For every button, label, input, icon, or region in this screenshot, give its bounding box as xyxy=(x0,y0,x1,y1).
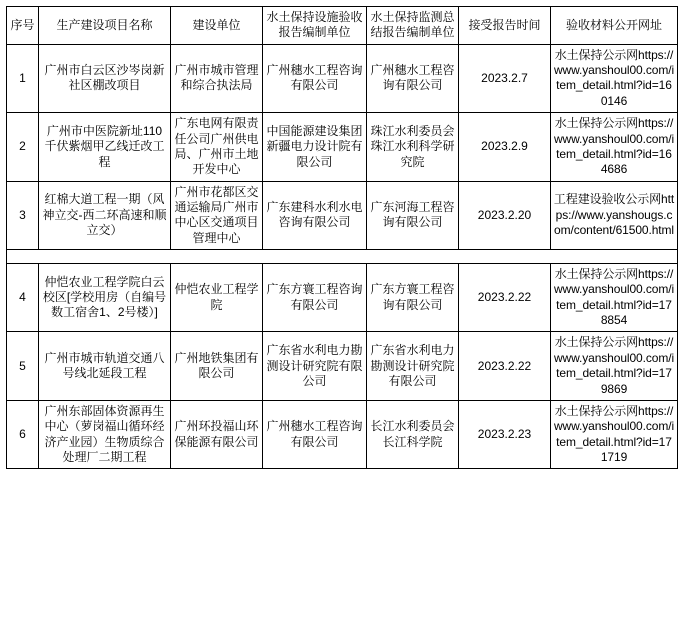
cell-public-url: 水土保持公示网https://www.yanshoul00.com/item_detail.html?id=179869 xyxy=(551,332,678,400)
cell-project-name: 广州市中医院新址110千伏紫烟甲乙线迁改工程 xyxy=(39,113,171,181)
cell-monitor-unit: 广州穗水工程咨询有限公司 xyxy=(367,44,459,112)
cell-project-name: 广州市城市轨道交通八号线北延段工程 xyxy=(39,332,171,400)
table-row xyxy=(7,113,678,181)
cell-monitor-unit: 广东省水利电力勘测设计研究院有限公司 xyxy=(367,332,459,400)
cell-acceptance-unit: 中国能源建设集团新疆电力设计院有限公司 xyxy=(263,113,367,181)
cell-project-name: 仲恺农业工程学院白云校区[学校用房（自编号数工宿舍1、2号楼）] xyxy=(39,264,171,332)
cell-build-unit: 广州环投福山环保能源有限公司 xyxy=(171,400,263,468)
column-header-acceptance-report-unit: 水土保持设施验收报告编制单位 xyxy=(263,7,367,45)
cell-public-url: 水土保持公示网https://www.yanshoul00.com/item_detail.html?id=160146 xyxy=(551,44,678,112)
cell-build-unit: 广州市城市管理和综合执法局 xyxy=(171,44,263,112)
table-row xyxy=(7,181,678,249)
column-header-receive-date: 接受报告时间 xyxy=(459,7,551,45)
cell-project-name: 广州市白云区沙岑岗新社区棚改项目 xyxy=(39,44,171,112)
table-header xyxy=(7,7,678,45)
cell-build-unit: 仲恺农业工程学院 xyxy=(171,264,263,332)
cell-acceptance-unit: 广州穗水工程咨询有限公司 xyxy=(263,44,367,112)
cell-public-url: 工程建设验收公示网https://www.yanshougs.com/content/61500.html xyxy=(551,181,678,249)
cell-index: 3 xyxy=(7,181,39,249)
cell-build-unit: 广州地铁集团有限公司 xyxy=(171,332,263,400)
cell-project-name: 广州东部固体资源再生中心（萝岗福山循环经济产业园）生物质综合处理厂二期工程 xyxy=(39,400,171,468)
cell-monitor-unit: 长江水利委员会长江科学院 xyxy=(367,400,459,468)
cell-index: 1 xyxy=(7,44,39,112)
cell-receive-date: 2023.2.20 xyxy=(459,181,551,249)
cell-monitor-unit: 珠江水利委员会珠江水利科学研究院 xyxy=(367,113,459,181)
cell-receive-date: 2023.2.22 xyxy=(459,332,551,400)
cell-public-url: 水土保持公示网https://www.yanshoul00.com/item_detail.html?id=178854 xyxy=(551,264,678,332)
cell-acceptance-unit: 广东建科水利水电咨询有限公司 xyxy=(263,181,367,249)
column-header-public-url: 验收材料公开网址 xyxy=(551,7,678,45)
column-header-index: 序号 xyxy=(7,7,39,45)
column-header-monitor-report-unit: 水土保持监测总结报告编制单位 xyxy=(367,7,459,45)
cell-monitor-unit: 广东河海工程咨询有限公司 xyxy=(367,181,459,249)
cell-acceptance-unit: 广东省水利电力勘测设计研究院有限公司 xyxy=(263,332,367,400)
table-row xyxy=(7,400,678,468)
cell-public-url: 水土保持公示网https://www.yanshoul00.com/item_detail.html?id=171719 xyxy=(551,400,678,468)
cell-receive-date: 2023.2.7 xyxy=(459,44,551,112)
cell-index: 4 xyxy=(7,264,39,332)
table-row xyxy=(7,264,678,332)
column-header-build-unit: 建设单位 xyxy=(171,7,263,45)
cell-monitor-unit: 广东方寰工程咨询有限公司 xyxy=(367,264,459,332)
cell-receive-date: 2023.2.9 xyxy=(459,113,551,181)
column-header-project-name: 生产建设项目名称 xyxy=(39,7,171,45)
cell-index: 2 xyxy=(7,113,39,181)
table-header-row xyxy=(7,7,678,45)
cell-receive-date: 2023.2.22 xyxy=(459,264,551,332)
cell-index: 5 xyxy=(7,332,39,400)
cell-receive-date: 2023.2.23 xyxy=(459,400,551,468)
cell-project-name: 红棉大道工程一期（风神立交-西二环高速和顺立交） xyxy=(39,181,171,249)
cell-build-unit: 广州市花都区交通运输局广州市中心区交通项目管理中心 xyxy=(171,181,263,249)
cell-acceptance-unit: 广州穗水工程咨询有限公司 xyxy=(263,400,367,468)
cell-acceptance-unit: 广东方寰工程咨询有限公司 xyxy=(263,264,367,332)
table-body xyxy=(7,44,678,469)
acceptance-materials-table xyxy=(6,6,678,469)
table-row xyxy=(7,332,678,400)
table-row xyxy=(7,44,678,112)
cell-build-unit: 广东电网有限责任公司广州供电局、广州市土地开发中心 xyxy=(171,113,263,181)
page-break-spacer xyxy=(7,250,678,264)
cell-public-url: 水土保持公示网https://www.yanshoul00.com/item_detail.html?id=164686 xyxy=(551,113,678,181)
cell-index: 6 xyxy=(7,400,39,468)
